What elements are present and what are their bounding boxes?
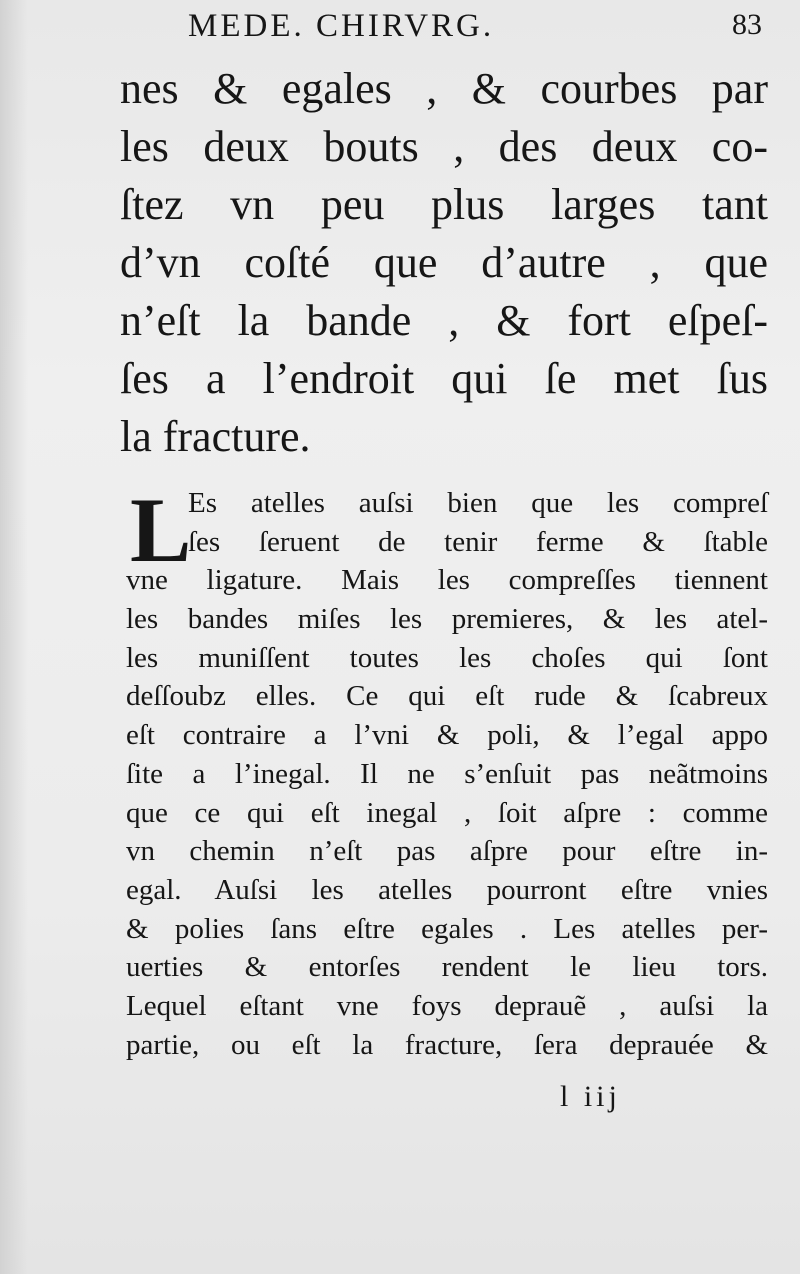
text-line: les deux bouts , des deux co- <box>120 122 768 171</box>
running-head: MEDE. CHIRVRG. <box>188 8 495 44</box>
paragraph-line: eſt contraire a l’vni & poli, & l’egal appo <box>126 719 768 752</box>
paragraph-line: ſite a l’inegal. Il ne s’enſuit pas neãtmoins <box>126 757 768 790</box>
signature-mark: l iij <box>560 1080 621 1113</box>
paragraph-line: vn chemin n’eſt pas aſpre pour eſtre in- <box>126 835 768 868</box>
text-line: ſes a l’endroit qui ſe met ſus <box>120 354 768 403</box>
continuation-text <box>120 60 768 466</box>
drop-cap: L <box>130 479 192 581</box>
paragraph-line: egal. Auſsi les atelles pourront eſtre vnies <box>126 873 768 906</box>
paragraph-line: les muniſſent toutes les choſes qui ſont <box>126 641 768 674</box>
text-line: d’vn coſté que d’autre , que <box>120 238 768 287</box>
paragraph-line: Lequel eſtant vne foys deprauẽ , auſsi la <box>126 989 768 1022</box>
paragraph-line: que ce qui eſt inegal , ſoit aſpre : comme <box>126 796 768 829</box>
page-header <box>188 8 768 52</box>
paragraph <box>126 479 768 1064</box>
paragraph-line: uerties & entorſes rendent le lieu tors. <box>126 951 768 984</box>
paragraph-line: vne ligature. Mais les compreſſes tiennent <box>126 564 768 597</box>
page-number: 83 <box>732 8 762 41</box>
text-line: n’eſt la bande , & fort eſpeſ- <box>120 296 768 345</box>
paragraph-line: partie, ou eſt la fracture, ſera deprauée & <box>126 1028 768 1061</box>
paragraph-line: ſes ſeruent de tenir ferme & ſtable <box>188 525 768 558</box>
paragraph-line: Es atelles auſsi bien que les compreſ <box>188 487 768 519</box>
gutter-shadow <box>0 0 28 1274</box>
text-line: la fracture. <box>120 412 311 461</box>
paragraph-line: les bandes miſes les premieres, & les atel- <box>126 603 768 636</box>
paragraph-line: & polies ſans eſtre egales . Les atelles per- <box>126 912 768 945</box>
paragraph-line: deſſoubz elles. Ce qui eſt rude & ſcabreux <box>126 680 768 713</box>
text-line: nes & egales , & courbes par <box>120 64 768 113</box>
text-line: ſtez vn peu plus larges tant <box>120 180 768 229</box>
